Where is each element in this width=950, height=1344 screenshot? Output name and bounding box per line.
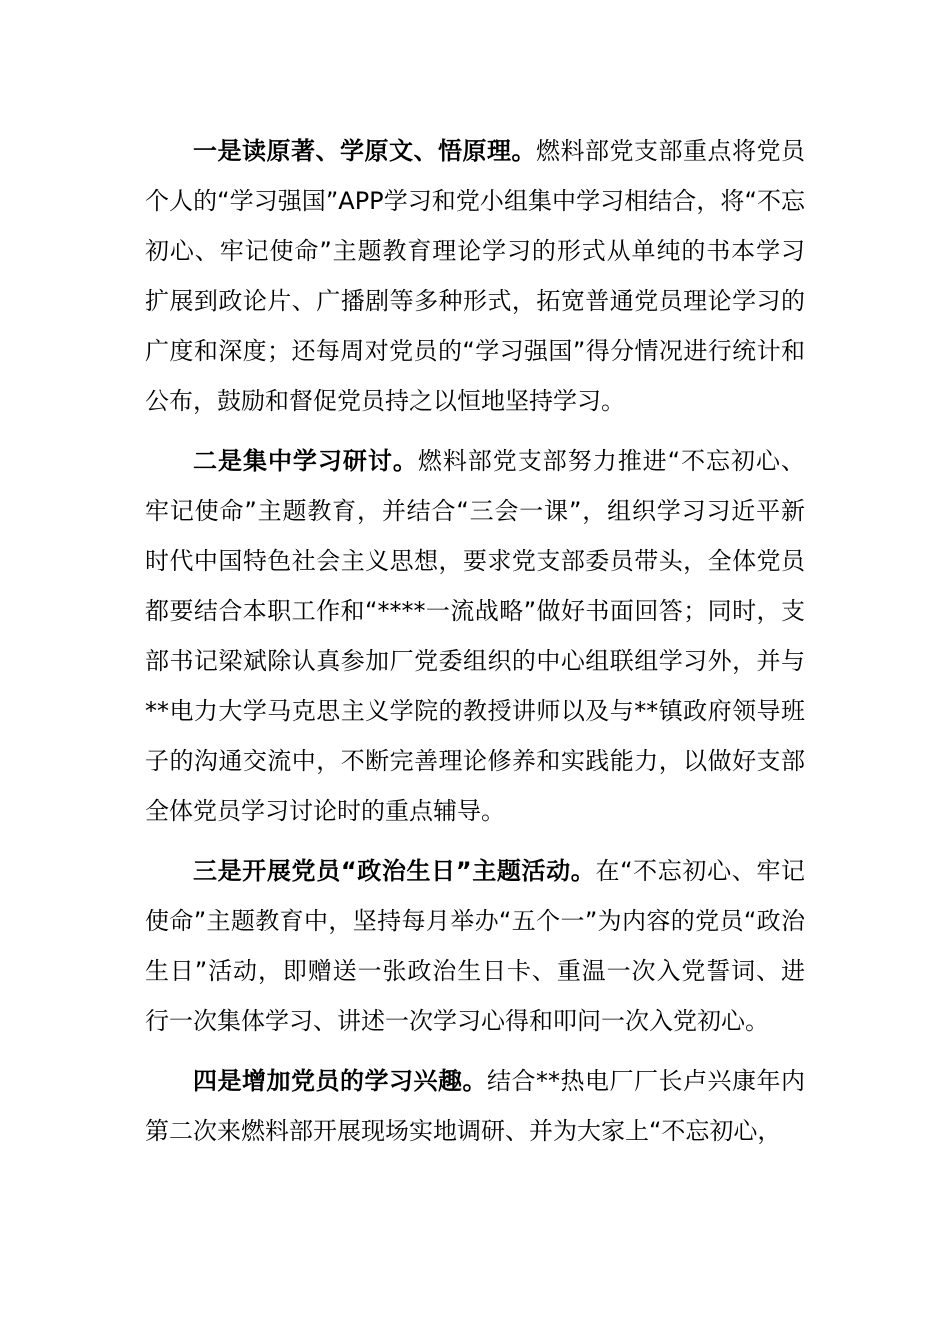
paragraph-2 — [145, 436, 805, 836]
paragraph-1-heading: 一是读原著、学原文、悟原理。 — [193, 137, 536, 165]
paragraph-1 — [145, 126, 805, 426]
paragraph-4-heading: 四是增加党员的学习兴趣。 — [193, 1067, 487, 1095]
paragraph-4 — [145, 1056, 805, 1156]
paragraph-1-text: 燃料部党支部重点将党员个人的“学习强国”APP学习和党小组集中学习相结合，将“不忘初心、牢记使命”主题教育理论学习的形式从单纯的书本学习扩展到政论片、广播剧等多种形式，拓宽普通党员理论学习的广度和深度；还每周对党员的“学习强国”得分情况进行统计和公布，鼓励和督促党员持之以恒地坚持学习。 — [145, 137, 805, 415]
paragraph-3 — [145, 846, 805, 1046]
paragraph-2-text: 燃料部党支部努力推进“不忘初心、牢记使命”主题教育，并结合“三会一课”，组织学习习近平新时代中国特色社会主义思想，要求党支部委员带头，全体党员都要结合本职工作和“****一流战略”做好书面回答；同时，支部书记梁斌除认真参加厂党委组织的中心组联组学习外，并与**电力大学马克思主义学院的教授讲师以及与**镇政府领导班子的沟通交流中，不断完善理论修养和实践能力，以做好支部全体党员学习讨论时的重点辅导。 — [145, 447, 806, 825]
paragraph-3-heading: 三是开展党员“政治生日”主题活动。 — [193, 857, 596, 885]
document-body — [145, 126, 805, 1156]
paragraph-4-text: 结合**热电厂厂长卢兴康年内第二次来燃料部开展现场实地调研、并为大家上“不忘初心， — [145, 1067, 805, 1145]
paragraph-3-text: 在“不忘初心、牢记使命”主题教育中，坚持每月举办“五个一”为内容的党员“政治生日”活动，即赠送一张政治生日卡、重温一次入党誓词、进行一次集体学习、讲述一次学习心得和叩问一次入党初心。 — [145, 857, 805, 1035]
paragraph-2-heading: 二是集中学习研讨。 — [193, 447, 418, 475]
